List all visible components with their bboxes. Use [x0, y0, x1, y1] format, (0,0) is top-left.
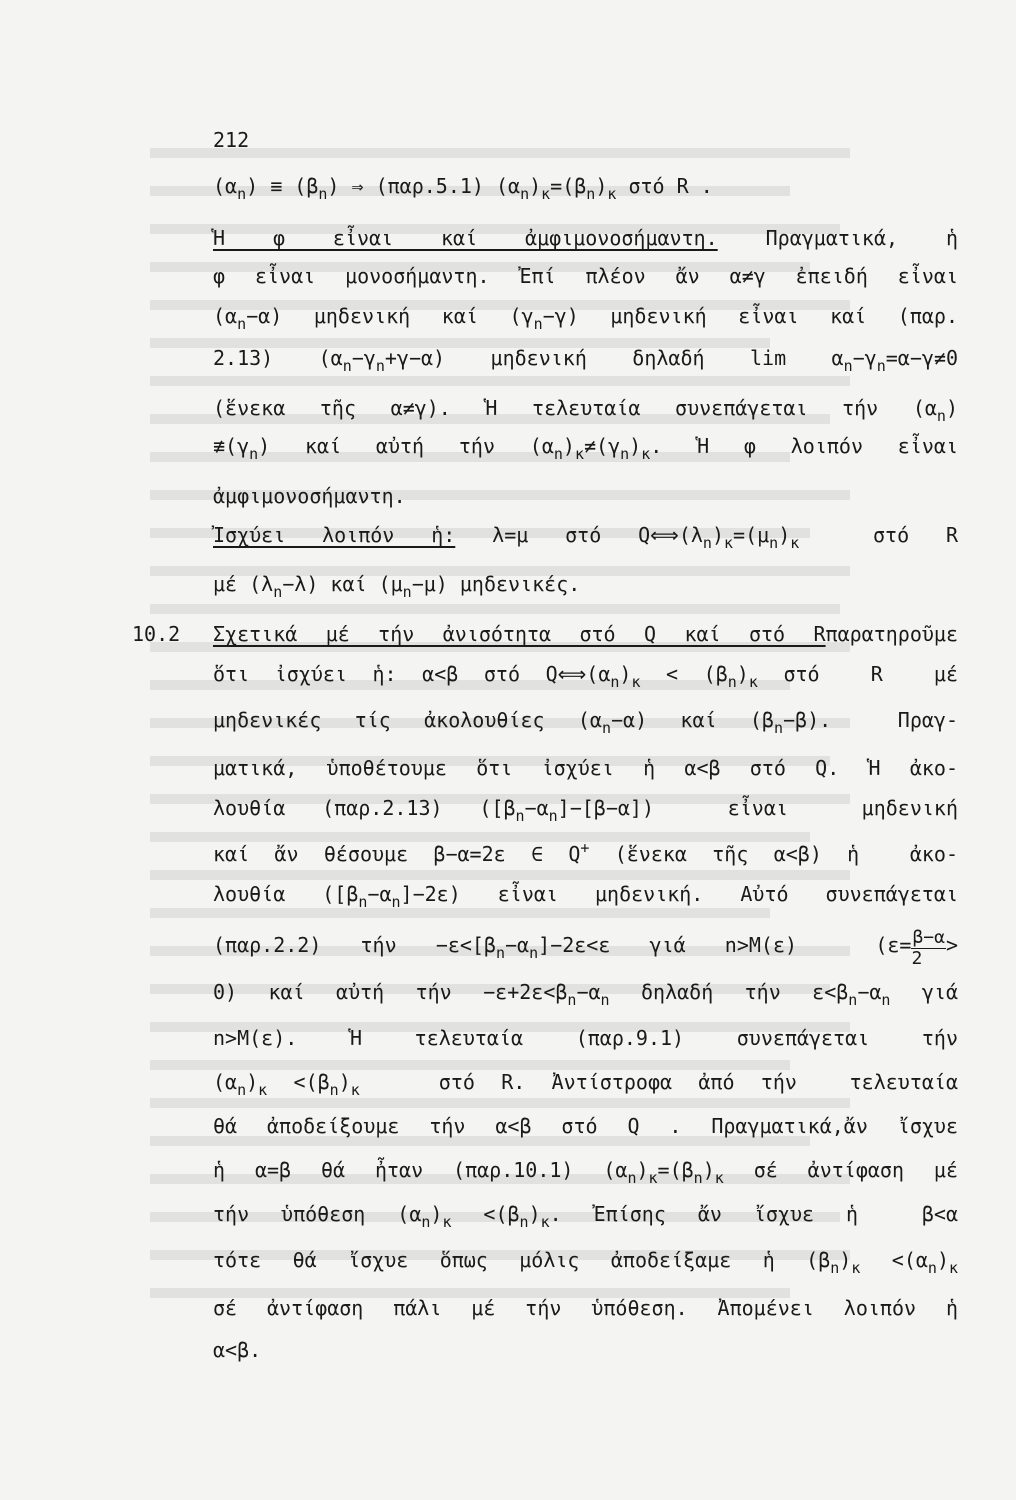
- text-line: λουθία $([\beta_n-\alpha_n]-2\varepsilon)$ εἶναι μηδενική. Αὐτό συνεπάγεται: [213, 882, 958, 911]
- text-line: μηδενικές τίς ἀκολουθίες $(\alpha_n-\alpha)$ καί $(\beta_n-\beta)$. Πραγ-: [213, 708, 958, 737]
- text-line: ὅτι ἰσχύει ἡ: α<β στό $Q⟺(\alpha_n)_\kappa < (\beta_n)_\kappa$ στό R μέ: [213, 662, 958, 691]
- text-line: $(\alpha_n) \equiv (\beta_n)$ ⇒ (παρ.5.1) $(\alpha_n)_\kappa=(\beta_n)_\kappa$ στό R .: [213, 174, 713, 203]
- page-number: 212: [213, 128, 250, 152]
- text-line: τότε θά ἴσχυε ὅπως μόλις ἀποδείξαμε ἡ $(\beta_n)_\kappa <(\alpha_n)_\kappa$: [213, 1248, 959, 1277]
- text-line: (ἕνεκα τῆς α≠γ). Ἡ τελευταία συνεπάγεται τήν $(\alpha_n)$: [213, 396, 958, 425]
- text-line: 2.13) $(\alpha_n-\gamma_n+\gamma-\alpha)$ μηδενική δηλαδή $\lim \alpha_n-\gamma_n=\alpha-\gamma\ne 0$: [213, 346, 959, 375]
- text-line: καί ἄν θέσουμε β−α=2ε ∈ Q+ (ἕνεκα τῆς α<β) ἡ ἀκο-: [213, 839, 959, 866]
- text-line: φ εἶναι μονοσήμαντη. Ἐπί πλέον ἄν α≠γ ἐπειδή εἶναι: [213, 264, 958, 288]
- text-line: Ἡ φ εἶναι καί ἀμφιμονοσήμαντη. Πραγματικά, ἡ: [213, 226, 959, 250]
- text-line: (παρ.2.2) $\tau ή\nu -\varepsilon<[\beta_n-\alpha_n]-2\varepsilon<\varepsilon$ γιά n>M(ε) (ε= $\frac{\beta-\alpha}{2}$ >: [213, 927, 959, 969]
- text-line: $(\alpha_n)_\kappa <(\beta_n)_\kappa$ στό R. Ἀντίστροφα ἀπό τήν τελευταία: [213, 1070, 958, 1099]
- text-line: ματικά, ὑποθέτουμε ὅτι ἰσχύει ἡ α<β στό Q. Ἡ ἀκο-: [213, 756, 958, 780]
- text-line: λουθία (παρ.2.13) $([\beta_n-\alpha_n]-[\beta-\alpha])$ εἶναι μηδενική: [213, 796, 958, 825]
- text-line: $≢(\gamma_n)$ καί αὐτή τήν $(\alpha_n)_\kappa\ne(\gamma_n)_\kappa$. Ἡ φ λοιπόν εἶναι: [213, 434, 958, 463]
- text-line: Ἰσχύει λοιπόν ἡ: λ=μ στό $Q⟺(\lambda_n)_\kappa=(\mu_n)_\kappa$ στό R: [213, 523, 959, 552]
- text-line: τήν ὑπόθεση $(\alpha_n)_\kappa <(\beta_n)_\kappa$. Ἐπίσης ἄν ἴσχυε ἡ β<α: [213, 1202, 959, 1231]
- text-line: θά ἀποδείξουμε τήν α<β στό Q . Πραγματικά,ἄν ἴσχυε: [213, 1114, 958, 1138]
- section-number: 10.2: [132, 622, 181, 646]
- text-line: Σχετικά μέ τήν ἀνισότητα στό Q καί στό Rπαρατηροῦμε: [213, 622, 958, 646]
- text-line: α<β.: [213, 1338, 262, 1362]
- text-line: ἡ α=β θά ἦταν (παρ.10.1) $(\alpha_n)_\kappa=(\beta_n)_\kappa$ σέ ἀντίφαση μέ: [213, 1158, 958, 1187]
- text-line: 0) καί αὐτή $\tau ή\nu -\varepsilon+2\varepsilon<\beta_n-\alpha_n$ δηλαδή τήν $\varepsilon<\beta_n-\alpha_n$ γιά: [213, 980, 958, 1009]
- text-line: σέ ἀντίφαση πάλι μέ τήν ὑπόθεση. Ἀπομένει λοιπόν ἡ: [213, 1296, 958, 1320]
- text-line: ἀμφιμονοσήμαντη.: [213, 484, 406, 508]
- text-line: $(\alpha_n-\alpha)$ μηδενική καί $(\gamma_n-\gamma)$ μηδενική εἶναι καί (παρ.: [213, 304, 959, 333]
- text-line: μέ $(\lambda_n-\lambda)$ καί $(\mu_n-\mu)$ μηδενικές.: [213, 572, 581, 601]
- text-line: n>M(ε). Ἡ τελευταία (παρ.9.1) συνεπάγεται τήν: [213, 1026, 958, 1050]
